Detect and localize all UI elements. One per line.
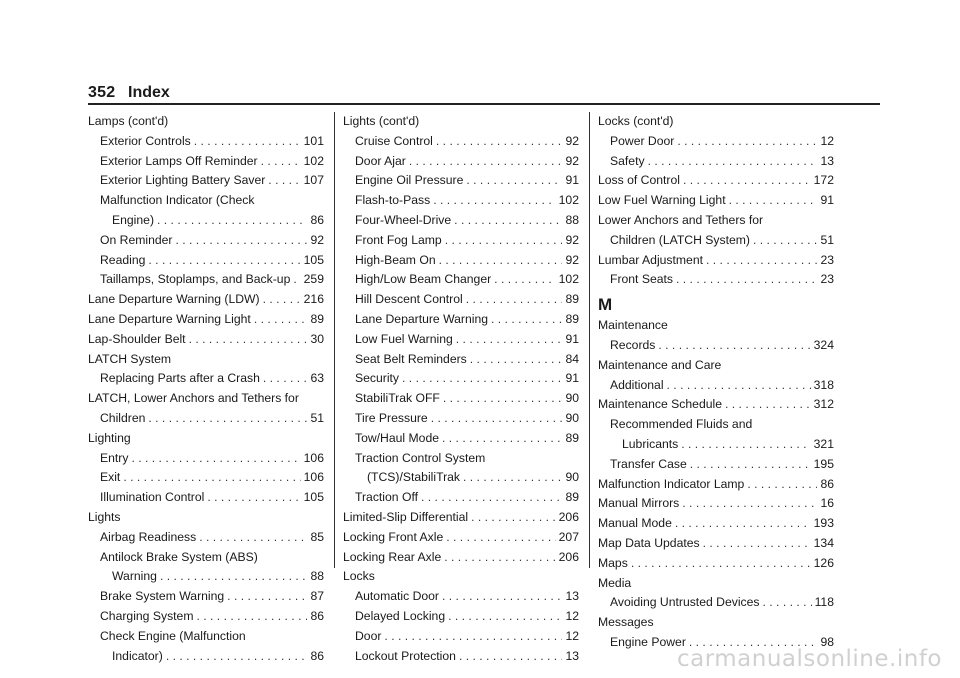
dot-leader (681, 435, 810, 455)
dot-leader (227, 587, 307, 607)
entry-label: (TCS)/StabiliTrak (367, 470, 460, 485)
entry-page-number: 88 (310, 569, 324, 584)
dot-leader (494, 270, 555, 290)
dot-leader (293, 270, 300, 290)
dot-leader (148, 409, 307, 429)
index-entry (88, 211, 324, 231)
dot-leader (157, 211, 307, 231)
index-entry (343, 330, 579, 350)
dot-leader (194, 132, 301, 152)
index-entry (598, 251, 834, 271)
entry-page-number: 101 (303, 133, 324, 148)
entry-label: Low Fuel Warning Light (598, 193, 726, 208)
entry-label: Charging System (100, 608, 194, 623)
dot-leader (753, 231, 817, 251)
entry-label: Malfunction Indicator Lamp (598, 476, 745, 491)
entry-page-number: 13 (820, 153, 834, 168)
entry-page-number: 126 (813, 555, 834, 570)
index-entry (598, 554, 834, 574)
entry-label: Loss of Control (598, 173, 680, 188)
index-entry (88, 607, 324, 627)
index-entry (343, 647, 579, 667)
dot-leader (442, 587, 562, 607)
entry-page-number: 13 (565, 648, 579, 663)
index-entry (88, 587, 324, 607)
index-entry (343, 251, 579, 271)
entry-label: Reading (100, 252, 146, 267)
dot-leader (706, 251, 817, 271)
index-entry (343, 290, 579, 310)
index-entry (343, 429, 579, 449)
entry-label: Safety (610, 153, 645, 168)
entry-label: Traction Off (355, 490, 418, 505)
entry-page-number: 92 (565, 232, 579, 247)
entry-label: Maps (598, 555, 628, 570)
entry-page-number: 89 (565, 490, 579, 505)
entry-label: Lane Departure Warning (355, 311, 489, 326)
index-entry (343, 488, 579, 508)
entry-label: Locking Rear Axle (343, 549, 442, 564)
entry-label: Replacing Parts after a Crash (100, 371, 260, 386)
entry-page-number: 206 (558, 509, 579, 524)
entry-page-number: 30 (310, 331, 324, 346)
index-entry (598, 455, 834, 475)
dot-leader (466, 290, 563, 310)
index-heading: Lamps (cont'd) (88, 114, 169, 128)
entry-page-number: 105 (303, 490, 324, 505)
index-heading: Maintenance (598, 318, 668, 333)
entry-label: Illumination Control (100, 490, 205, 505)
entry-page-number: 92 (565, 252, 579, 267)
entry-label: Transfer Case (610, 456, 687, 471)
entry-page-number: 89 (565, 311, 579, 326)
entry-label: Front Seats (610, 272, 673, 287)
index-column-1 (88, 112, 324, 666)
entry-label: Records (610, 337, 656, 352)
dot-leader (690, 455, 811, 475)
entry-page-number: 85 (310, 529, 324, 544)
index-entry (343, 171, 579, 191)
entry-page-number: 102 (303, 153, 324, 168)
index-entry (88, 647, 324, 667)
entry-label: Airbag Readiness (100, 529, 197, 544)
entry-label: On Reminder (100, 232, 173, 247)
entry-page-number: 98 (820, 634, 834, 649)
index-entry (88, 310, 324, 330)
entry-label: Tow/Haul Mode (355, 430, 439, 445)
dot-leader (454, 211, 562, 231)
index-heading: Malfunction Indicator (Check (100, 193, 255, 208)
entry-page-number: 92 (565, 153, 579, 168)
entry-page-number: 12 (565, 608, 579, 623)
dot-leader (409, 152, 563, 172)
index-heading: Locks (cont'd) (598, 114, 674, 128)
dot-leader (676, 270, 817, 290)
index-entry (88, 488, 324, 508)
entry-page-number: 92 (310, 232, 324, 247)
dot-leader (729, 191, 818, 211)
index-entry (598, 376, 834, 396)
index-entry (343, 350, 579, 370)
entry-page-number: 106 (303, 450, 324, 465)
dot-leader (175, 231, 307, 251)
entry-page-number: 91 (820, 193, 834, 208)
entry-page-number: 88 (565, 212, 579, 227)
index-heading: Check Engine (Malfunction (100, 628, 246, 643)
entry-page-number: 91 (565, 371, 579, 386)
dot-leader (436, 132, 563, 152)
dot-leader (725, 395, 811, 415)
index-heading: LATCH, Lower Anchors and Tethers for (88, 391, 299, 406)
entry-page-number: 12 (565, 628, 579, 643)
entry-page-number: 216 (303, 292, 324, 307)
entry-label: Delayed Locking (355, 608, 446, 623)
index-entry (343, 607, 579, 627)
entry-page-number: 89 (565, 292, 579, 307)
entry-page-number: 23 (820, 252, 834, 267)
index-entry (88, 567, 324, 587)
entry-label: High-Beam On (355, 252, 436, 267)
entry-page-number: 324 (813, 337, 834, 352)
entry-label: Front Fog Lamp (355, 232, 442, 247)
dot-leader (160, 567, 308, 587)
entry-label: Tire Pressure (355, 410, 428, 425)
entry-page-number: 84 (565, 351, 579, 366)
dot-leader (446, 528, 555, 548)
entry-label: Four-Wheel-Drive (355, 212, 452, 227)
dot-leader (148, 251, 300, 271)
entry-label: Lane Departure Warning (LDW) (88, 292, 260, 307)
entry-label: Exterior Lamps Off Reminder (100, 153, 258, 168)
entry-page-number: 318 (813, 377, 834, 392)
entry-label: Hill Descent Control (355, 292, 463, 307)
dot-leader (648, 152, 818, 172)
dot-leader (456, 330, 563, 350)
dot-leader (433, 191, 555, 211)
entry-label: Engine) (112, 212, 155, 227)
entry-page-number: 87 (310, 589, 324, 604)
entry-label: Engine Power (610, 634, 686, 649)
index-column-3 (598, 112, 834, 653)
index-entry (598, 395, 834, 415)
index-entry (88, 171, 324, 191)
entry-page-number: 193 (813, 516, 834, 531)
entry-label: Map Data Updates (598, 535, 700, 550)
entry-page-number: 90 (565, 470, 579, 485)
index-entry (343, 132, 579, 152)
index-entry (598, 435, 834, 455)
entry-label: Taillamps, Stoplamps, and Back-up (100, 272, 291, 287)
dot-leader (402, 369, 562, 389)
index-entry (343, 211, 579, 231)
dot-leader (189, 330, 308, 350)
index-entry (343, 369, 579, 389)
index-entry (88, 132, 324, 152)
entry-page-number: 86 (820, 476, 834, 491)
index-entry (598, 231, 834, 251)
entry-label: Cruise Control (355, 133, 433, 148)
entry-label: Limited-Slip Differential (343, 509, 469, 524)
index-entry (343, 548, 579, 568)
dot-leader (268, 171, 300, 191)
index-entry (343, 310, 579, 330)
index-entry (343, 152, 579, 172)
entry-page-number: 63 (310, 371, 324, 386)
index-entry (343, 389, 579, 409)
index-entry (343, 508, 579, 528)
index-entry (88, 152, 324, 172)
entry-page-number: 195 (813, 456, 834, 471)
entry-label: Exterior Controls (100, 133, 191, 148)
dot-leader (459, 647, 562, 667)
entry-page-number: 90 (565, 410, 579, 425)
entry-page-number: 91 (565, 173, 579, 188)
entry-label: Maintenance Schedule (598, 397, 722, 412)
entry-label: Door Ajar (355, 153, 406, 168)
entry-label: Lumbar Adjustment (598, 252, 704, 267)
index-entry (88, 231, 324, 251)
dot-leader (703, 534, 811, 554)
watermark: carmanualsonline.info (676, 646, 942, 672)
entry-label: Exit (100, 470, 121, 485)
entry-label: StabiliTrak OFF (355, 391, 440, 406)
index-entry (343, 409, 579, 429)
dot-leader (631, 554, 811, 574)
entry-page-number: 207 (558, 529, 579, 544)
entry-page-number: 51 (820, 232, 834, 247)
entry-page-number: 13 (565, 589, 579, 604)
entry-page-number: 134 (813, 535, 834, 550)
entry-page-number: 92 (565, 133, 579, 148)
dot-leader (443, 389, 563, 409)
index-heading: Lighting (88, 430, 131, 445)
entry-label: Exterior Lighting Battery Saver (100, 173, 266, 188)
dot-leader (261, 152, 301, 172)
entry-page-number: 89 (310, 311, 324, 326)
entry-label: Entry (100, 450, 129, 465)
dot-leader (196, 607, 307, 627)
column-divider (589, 112, 590, 568)
dot-leader (682, 494, 817, 514)
index-column-2 (343, 112, 579, 666)
entry-label: Children (100, 410, 146, 425)
index-entry (343, 231, 579, 251)
index-heading: Lights (88, 509, 121, 524)
section-letter: M (598, 295, 613, 315)
entry-page-number: 23 (820, 272, 834, 287)
dot-leader (439, 251, 563, 271)
page-header (88, 84, 880, 104)
dot-leader (667, 376, 811, 396)
entry-label: Lockout Protection (355, 648, 456, 663)
entry-label: Seat Belt Reminders (355, 351, 467, 366)
index-entry (598, 336, 834, 356)
dot-leader (466, 171, 562, 191)
entry-page-number: 172 (813, 173, 834, 188)
dot-leader (658, 336, 810, 356)
index-entry (598, 475, 834, 495)
entry-page-number: 118 (814, 595, 834, 610)
index-entry (343, 528, 579, 548)
header-rule (88, 103, 880, 105)
entry-label: Lap-Shoulder Belt (88, 331, 186, 346)
entry-label: Manual Mode (598, 516, 672, 531)
index-heading: Messages (598, 615, 654, 630)
dot-leader (421, 488, 562, 508)
index-entry (343, 627, 579, 647)
dot-leader (463, 468, 562, 488)
entry-page-number: 16 (820, 496, 834, 511)
dot-leader (123, 468, 300, 488)
index-entry (343, 191, 579, 211)
index-heading: Traction Control System (355, 450, 486, 465)
entry-page-number: 259 (303, 272, 324, 287)
index-entry (598, 171, 834, 191)
dot-leader (131, 449, 300, 469)
dot-leader (675, 514, 811, 534)
index-heading: LATCH System (88, 351, 172, 366)
dot-leader (448, 607, 562, 627)
entry-label: High/Low Beam Changer (355, 272, 492, 287)
dot-leader (263, 369, 308, 389)
entry-label: Security (355, 371, 400, 386)
dot-leader (677, 132, 817, 152)
index-heading: Recommended Fluids and (610, 417, 753, 432)
index-entry (598, 514, 834, 534)
index-heading: Lights (cont'd) (343, 114, 420, 128)
index-entry (88, 449, 324, 469)
entry-page-number: 105 (303, 252, 324, 267)
dot-leader (254, 310, 308, 330)
index-entry (88, 528, 324, 548)
entry-page-number: 312 (813, 397, 834, 412)
entry-page-number: 206 (558, 549, 579, 564)
index-entry (598, 132, 834, 152)
index-entry (88, 251, 324, 271)
index-entry (88, 468, 324, 488)
dot-leader (444, 548, 555, 568)
index-entry (598, 152, 834, 172)
entry-label: Engine Oil Pressure (355, 173, 464, 188)
index-entry (88, 409, 324, 429)
index-heading: Maintenance and Care (598, 357, 722, 372)
entry-page-number: 86 (310, 212, 324, 227)
entry-page-number: 51 (310, 410, 324, 425)
entry-label: Low Fuel Warning (355, 331, 453, 346)
entry-label: Additional (610, 377, 664, 392)
entry-label: Automatic Door (355, 589, 439, 604)
entry-label: Manual Mirrors (598, 496, 680, 511)
dot-leader (491, 310, 562, 330)
dot-leader (199, 528, 307, 548)
entry-label: Brake System Warning (100, 589, 225, 604)
entry-label: Warning (112, 569, 157, 584)
index-entry (598, 534, 834, 554)
entry-page-number: 102 (558, 272, 579, 287)
index-heading: Locks (343, 569, 375, 584)
index-entry (598, 593, 834, 613)
entry-label: Power Door (610, 133, 675, 148)
index-heading: Media (598, 575, 632, 590)
entry-label: Locking Front Axle (343, 529, 444, 544)
index-entry (343, 587, 579, 607)
entry-label: Avoiding Untrusted Devices (610, 595, 760, 610)
index-entry (88, 369, 324, 389)
entry-page-number: 86 (310, 608, 324, 623)
dot-leader (471, 508, 556, 528)
entry-page-number: 90 (565, 391, 579, 406)
index-heading: Lower Anchors and Tethers for (598, 212, 764, 227)
entry-label: Lubricants (622, 436, 679, 451)
dot-leader (207, 488, 300, 508)
index-entry (343, 468, 579, 488)
entry-label: Children (LATCH System) (610, 232, 750, 247)
dot-leader (263, 290, 301, 310)
column-divider (334, 112, 335, 568)
index-heading: Antilock Brake System (ABS) (100, 549, 258, 564)
entry-page-number: 89 (565, 430, 579, 445)
index-entry (88, 290, 324, 310)
index-entry (598, 494, 834, 514)
entry-label: Lane Departure Warning Light (88, 311, 251, 326)
index-entry (88, 330, 324, 350)
entry-page-number: 91 (565, 331, 579, 346)
page-number: 352 (88, 84, 116, 101)
index-entry (343, 270, 579, 290)
entry-page-number: 12 (820, 133, 834, 148)
dot-leader (747, 475, 817, 495)
dot-leader (442, 429, 562, 449)
index-entry (598, 270, 834, 290)
dot-leader (431, 409, 563, 429)
entry-page-number: 321 (813, 436, 834, 451)
dot-leader (166, 647, 308, 667)
dot-leader (763, 593, 812, 613)
entry-page-number: 86 (310, 648, 324, 663)
page-title: Index (128, 84, 170, 101)
entry-page-number: 102 (558, 193, 579, 208)
entry-label: Indicator) (112, 648, 163, 663)
index-entry (598, 191, 834, 211)
dot-leader (470, 350, 563, 370)
entry-page-number: 106 (303, 470, 324, 485)
dot-leader (445, 231, 563, 251)
index-entry (88, 270, 324, 290)
entry-page-number: 107 (303, 173, 324, 188)
entry-label: Flash-to-Pass (355, 193, 431, 208)
dot-leader (683, 171, 811, 191)
dot-leader (384, 627, 562, 647)
entry-label: Door (355, 628, 382, 643)
